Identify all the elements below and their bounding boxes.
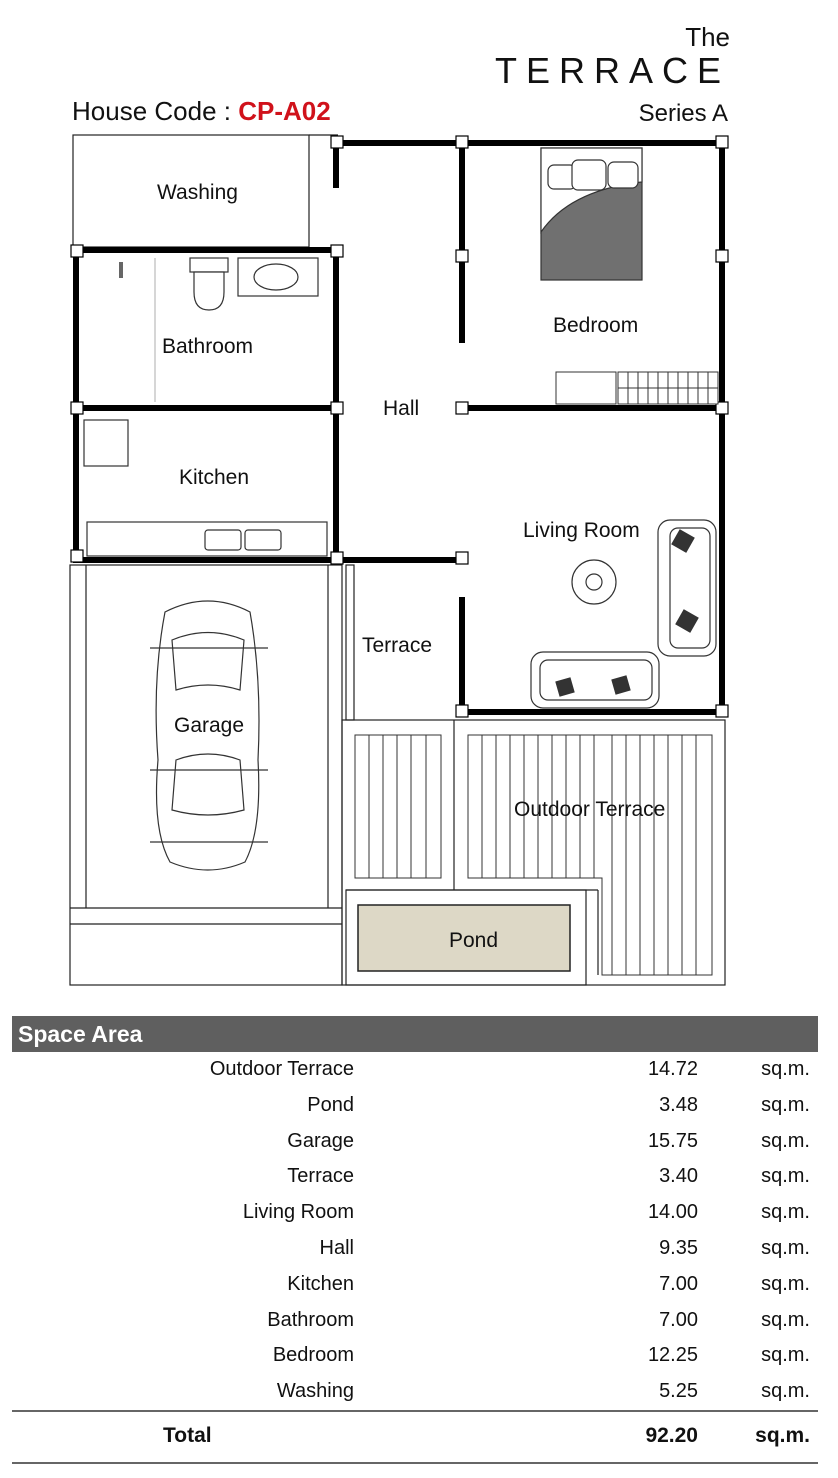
area-row bbox=[12, 1267, 818, 1303]
area-unit: sq.m. bbox=[761, 1093, 810, 1116]
room-bathroom: Bathroom bbox=[162, 335, 254, 358]
total-separator-bottom bbox=[12, 1462, 818, 1464]
room-terrace: Terrace bbox=[362, 634, 433, 657]
area-label: Kitchen bbox=[287, 1272, 354, 1295]
area-row bbox=[12, 1088, 818, 1124]
total-row bbox=[12, 1420, 818, 1458]
area-value: 5.25 bbox=[659, 1380, 698, 1403]
coffee-table bbox=[572, 560, 616, 604]
total-value: 92.20 bbox=[645, 1424, 698, 1447]
space-area-header: Space Area bbox=[12, 1016, 818, 1052]
bathroom-fixtures bbox=[119, 258, 318, 402]
area-unit: sq.m. bbox=[761, 1165, 810, 1188]
house-code-value: CP-A02 bbox=[238, 96, 331, 126]
sofa-bottom bbox=[531, 652, 659, 708]
room-pond: Pond bbox=[449, 929, 499, 952]
area-value: 9.35 bbox=[659, 1236, 698, 1259]
area-value: 7.00 bbox=[659, 1272, 698, 1295]
total-unit: sq.m. bbox=[755, 1424, 810, 1447]
area-value: 7.00 bbox=[659, 1308, 698, 1331]
room-hall: Hall bbox=[383, 397, 420, 420]
area-row bbox=[12, 1303, 818, 1339]
house-code-label: House Code : bbox=[72, 96, 231, 126]
area-value: 14.00 bbox=[647, 1201, 698, 1224]
area-unit: sq.m. bbox=[761, 1129, 810, 1152]
title-the: The bbox=[685, 22, 730, 52]
area-unit: sq.m. bbox=[761, 1058, 810, 1080]
wardrobe bbox=[556, 372, 718, 404]
area-row bbox=[12, 1195, 818, 1231]
room-kitchen: Kitchen bbox=[179, 466, 250, 489]
room-outdoor-terrace: Outdoor Terrace bbox=[514, 798, 666, 821]
total-separator-top bbox=[12, 1410, 818, 1412]
room-garage: Garage bbox=[174, 714, 245, 737]
area-row bbox=[12, 1231, 818, 1267]
area-label: Terrace bbox=[287, 1165, 354, 1188]
area-label: Bedroom bbox=[272, 1344, 354, 1367]
area-value: 12.25 bbox=[647, 1344, 698, 1367]
area-label: Living Room bbox=[242, 1201, 354, 1224]
area-unit: sq.m. bbox=[761, 1380, 810, 1403]
sofa-right bbox=[658, 520, 716, 656]
space-area-rows bbox=[12, 1052, 818, 1410]
area-label: Outdoor Terrace bbox=[209, 1058, 354, 1080]
area-unit: sq.m. bbox=[761, 1201, 810, 1224]
room-washing: Washing bbox=[157, 181, 238, 204]
area-label: Hall bbox=[319, 1236, 354, 1259]
title-terrace: TERRACE bbox=[494, 50, 730, 91]
area-value: 15.75 bbox=[647, 1129, 698, 1152]
area-value: 3.48 bbox=[659, 1093, 698, 1116]
area-unit: sq.m. bbox=[761, 1236, 810, 1259]
area-label: Washing bbox=[276, 1380, 354, 1403]
area-row bbox=[12, 1052, 818, 1088]
area-row bbox=[12, 1159, 818, 1195]
area-row bbox=[12, 1124, 818, 1160]
room-living: Living Room bbox=[523, 519, 640, 542]
area-label: Pond bbox=[307, 1093, 354, 1116]
area-row bbox=[12, 1374, 818, 1410]
bed bbox=[541, 148, 642, 280]
area-unit: sq.m. bbox=[761, 1308, 810, 1331]
area-row bbox=[12, 1338, 818, 1374]
total-label: Total bbox=[163, 1424, 212, 1447]
area-value: 14.72 bbox=[647, 1058, 698, 1080]
title-series: Series A bbox=[638, 100, 728, 127]
room-bedroom: Bedroom bbox=[553, 314, 639, 337]
area-unit: sq.m. bbox=[761, 1344, 810, 1367]
area-unit: sq.m. bbox=[761, 1272, 810, 1295]
area-value: 3.40 bbox=[659, 1165, 698, 1188]
area-label: Garage bbox=[287, 1129, 354, 1152]
area-label: Bathroom bbox=[267, 1308, 354, 1331]
